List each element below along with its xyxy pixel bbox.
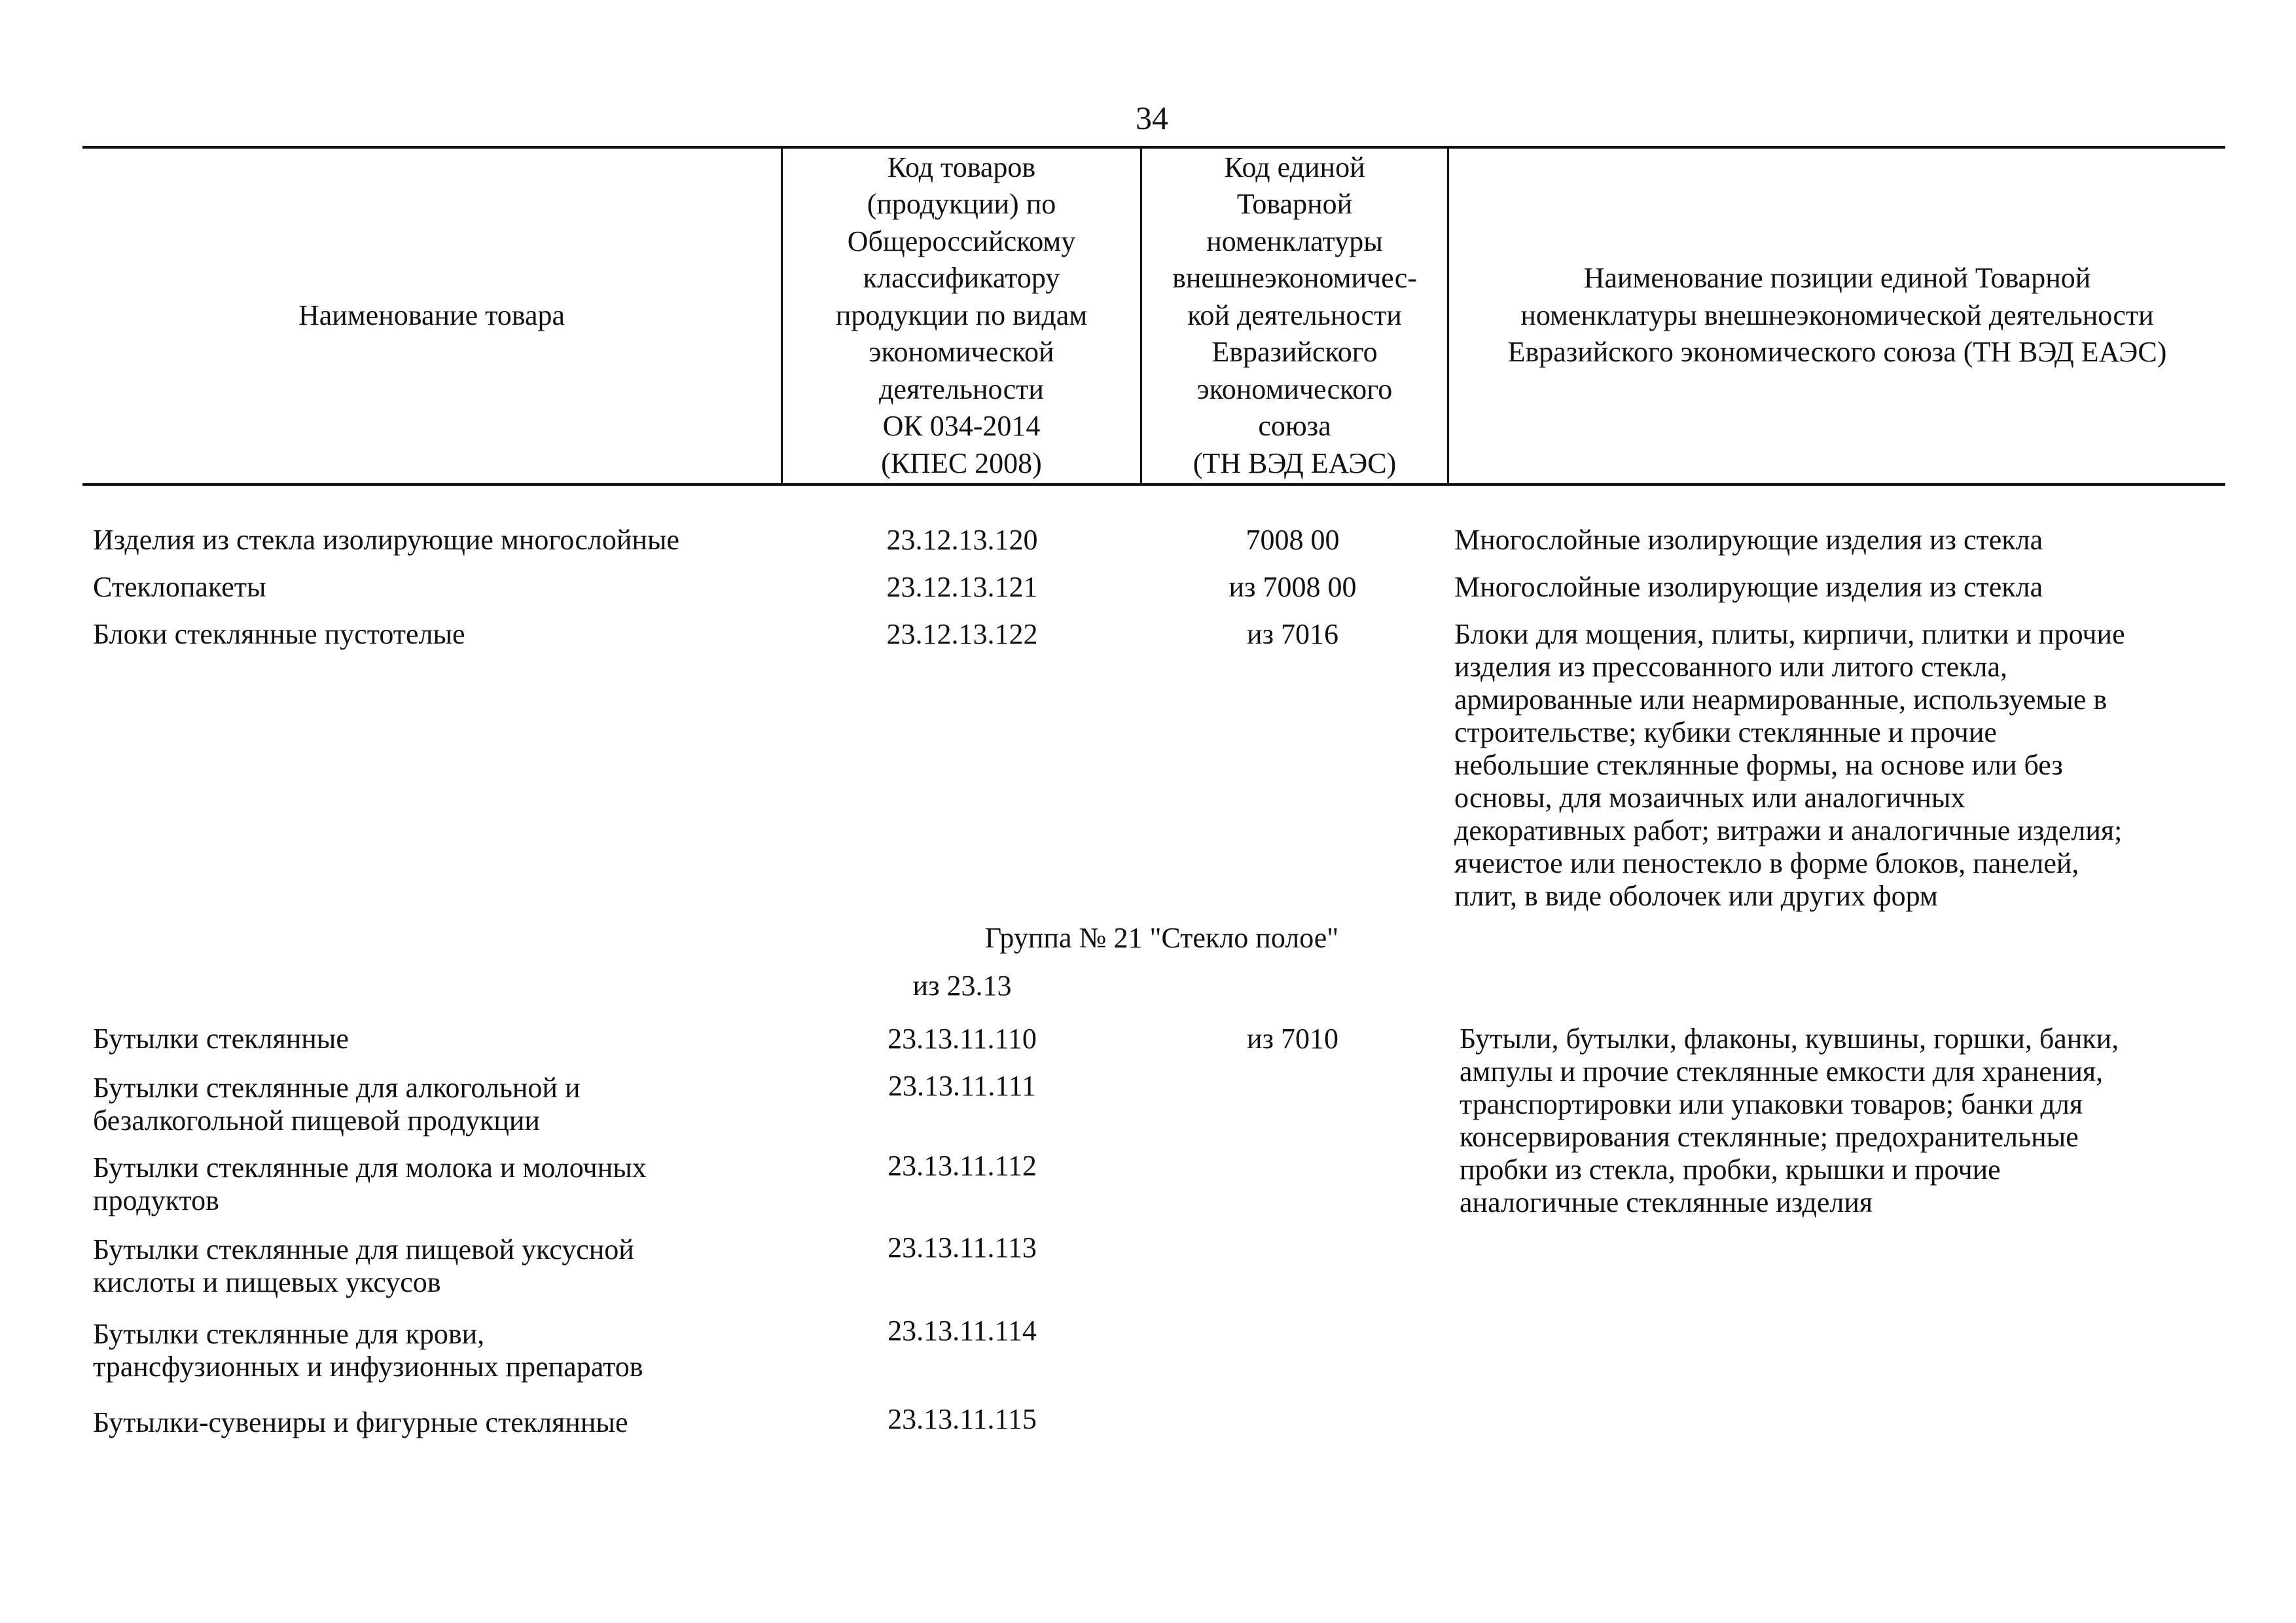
header-product-name: Наименование товара xyxy=(298,299,565,331)
group-row-tnved-code: из 7010 xyxy=(1247,1023,1338,1055)
group-code: из 23.13 xyxy=(912,970,1012,1002)
row-tnved-code: 7008 00 xyxy=(1246,524,1340,556)
group-row-product-name: Бутылки стеклянные для крови, трансфузионных и инфузионных препаратов xyxy=(93,1318,643,1383)
row-tnved-code: из 7016 xyxy=(1247,618,1338,650)
group-row-okpd-code: 23.13.11.114 xyxy=(888,1315,1037,1347)
row-product-name: Стеклопакеты xyxy=(93,571,266,603)
row-tnved-name: Блоки для мощения, плиты, кирпичи, плитки и прочие изделия из прессованного или литого стекла, армированные или неармированные, используемые в строительстве; кубики стеклянные и прочие небольшие стеклянные формы, на основе или без основы, для мозаичных или аналогичных декоративных работ; витражи и аналогичные изделия; ячеистое или пеностекло в форме блоков, панелей, плит, в виде оболочек или других форм xyxy=(1454,618,2125,912)
group-row-okpd-code: 23.13.11.112 xyxy=(888,1150,1037,1182)
page-number: 34 xyxy=(1136,100,1168,136)
group-row-product-name: Бутылки-сувениры и фигурные стеклянные xyxy=(93,1406,628,1438)
row-tnved-code: из 7008 00 xyxy=(1229,571,1357,603)
group-title: Группа № 21 "Стекло полое" xyxy=(984,922,1339,954)
group-row-product-name: Бутылки стеклянные для пищевой уксусной кислоты и пищевых уксусов xyxy=(93,1233,634,1298)
group-row-product-name: Бутылки стеклянные xyxy=(93,1023,349,1055)
group-row-okpd-code: 23.13.11.115 xyxy=(888,1403,1037,1435)
row-okpd-code: 23.12.13.122 xyxy=(886,618,1038,650)
table-header-bottom-rule xyxy=(82,483,2225,486)
row-okpd-code: 23.12.13.120 xyxy=(886,524,1038,556)
group-row-okpd-code: 23.13.11.110 xyxy=(888,1023,1037,1055)
row-product-name: Изделия из стекла изолирующие многослойные xyxy=(93,524,680,556)
row-tnved-name: Многослойные изолирующие изделия из стекла xyxy=(1454,524,2043,556)
header-okpd-code: Код товаров (продукции) по Общероссийскому классификатору продукции по видам экономической деятельности ОК 034-2014 (КПЕС 2008) xyxy=(835,151,1088,479)
row-product-name: Блоки стеклянные пустотелые xyxy=(93,618,465,650)
row-tnved-name: Многослойные изолирующие изделия из стекла xyxy=(1454,571,2043,603)
row-okpd-code: 23.12.13.121 xyxy=(886,571,1038,603)
group-row-product-name: Бутылки стеклянные для молока и молочных продуктов xyxy=(93,1152,647,1216)
group-row-tnved-name: Бутыли, бутылки, флаконы, кувшины, горшки, банки, ампулы и прочие стеклянные емкости для хранения, транспортировки или упаковки товаров; банки для консервирования стеклянные; предохранительные пробки из стекла, пробки, крышки и прочие аналогичные стеклянные изделия xyxy=(1460,1023,2119,1218)
table-header-top-rule xyxy=(82,146,2225,149)
group-row-okpd-code: 23.13.11.113 xyxy=(888,1231,1037,1264)
group-row-product-name: Бутылки стеклянные для алкогольной и безалкогольной пищевой продукции xyxy=(93,1072,581,1137)
header-tnved-code: Код единой Товарной номенклатуры внешнеэкономичес- кой деятельности Евразийского экономического союза (ТН ВЭД ЕАЭС) xyxy=(1172,151,1417,479)
header-tnved-position-name: Наименование позиции единой Товарной номенклатуры внешнеэкономической деятельности Евразийского экономического союза (ТН ВЭД ЕАЭС) xyxy=(1507,262,2167,369)
group-row-okpd-code: 23.13.11.111 xyxy=(888,1070,1037,1102)
